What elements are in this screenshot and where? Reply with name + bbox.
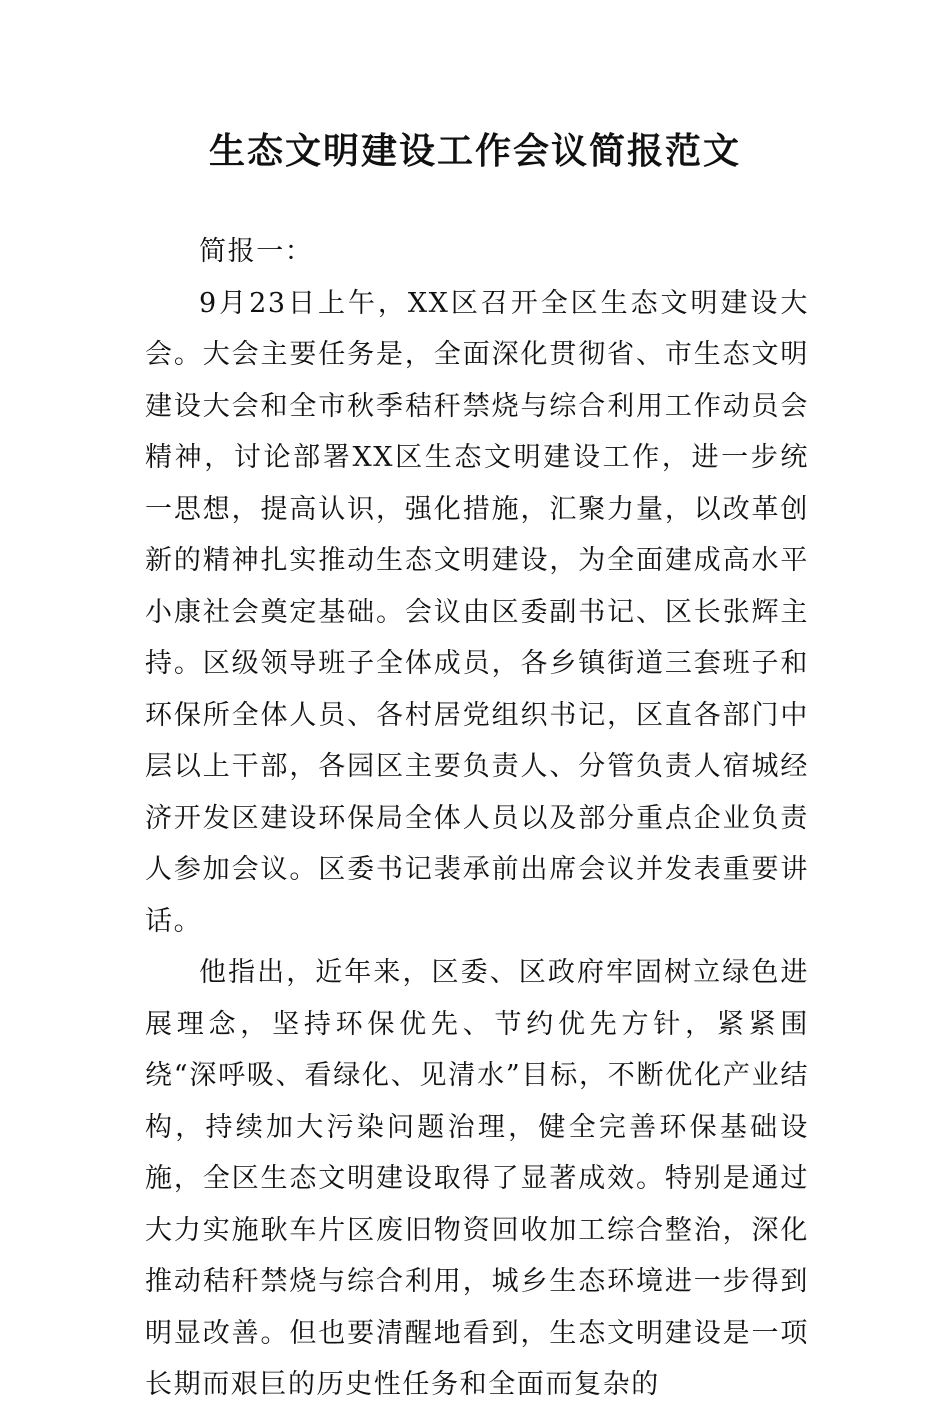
paragraph-heading: 简报一： (199, 236, 314, 267)
paragraph-meeting-summary: 9月23日上午，XX区召开全区生态文明建设大会。大会主要任务是，全面深化贯彻省、市生态文明建设大会和全市秋季秸秆禁烧与综合利用工作动员会精神，讨论部署XX区生态文明建设工作，进一步统一思想，提高认识，强化措施，汇聚力量，以改革创新的精神扎实推动生态文明建设，为全面建成高水平小康社会奠定基础。会议由区委副书记、区长张辉主持。区级领导班子全体成员，各乡镇街道三套班子和环保所全体人员、各村居党组织书记，区直各部门中层以上干部，各园区主要负责人、分管负责人宿城经济开发区建设环保局全体人员以及部分重点企业负责人参加会议。区委书记裴承前出席会议并发表重要讲话。 (145, 287, 809, 937)
document-body (145, 226, 809, 1411)
document-title: 生态文明建设工作会议简报范文 (208, 131, 741, 172)
paragraph-speech: 他指出，近年来，区委、区政府牢固树立绿色进展理念，坚持环保优先、节约优先方针，紧紧围绕“深呼吸、看绿化、见清水”目标，不断优化产业结构，持续加大污染问题治理，健全完善环保基础设施，全区生态文明建设取得了显著成效。特别是通过大力实施耿车片区废旧物资回收加工综合整治，深化推动秸秆禁烧与综合利用，城乡生态环境进一步得到明显改善。但也要清醒地看到，生态文明建设是一项长期而艰巨的历史性任务和全面而复杂的 (145, 957, 809, 1400)
